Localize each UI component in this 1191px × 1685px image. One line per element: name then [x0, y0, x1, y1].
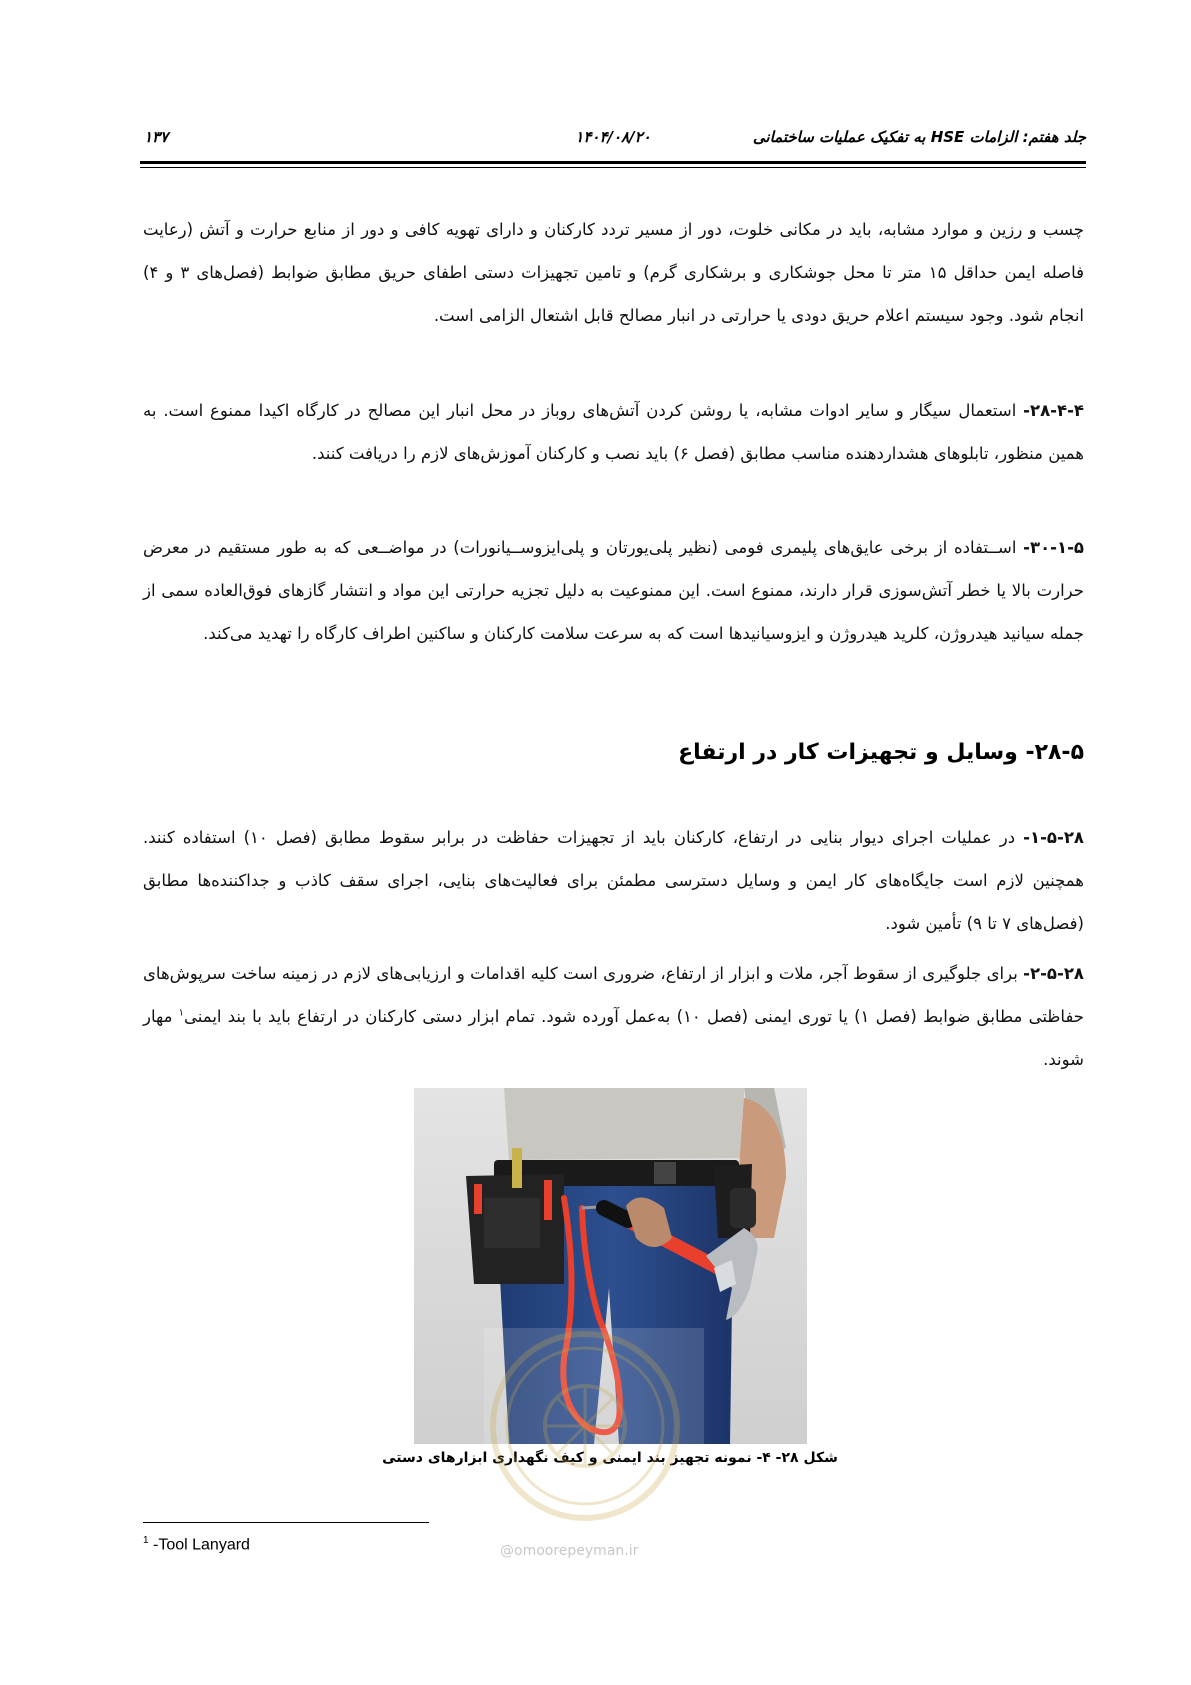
footnote-text: -Tool Lanyard — [148, 1536, 250, 1554]
paragraph-30-1-5 — [143, 526, 1084, 655]
paragraph-28-5-2 — [143, 952, 1084, 1081]
watermark-text: @omoorepeyman.ir — [500, 1543, 639, 1559]
running-header — [140, 128, 1086, 154]
header-rule-thin — [140, 167, 1086, 168]
section-number: ۳۰-۱-۵- — [1023, 538, 1084, 557]
header-title: جلد هفتم: الزامات HSE به تفکیک عملیات ساختمانی — [752, 128, 1086, 146]
header-rule-thick — [140, 161, 1086, 164]
page-number: ۱۳۷ — [144, 128, 169, 146]
paragraph-continuation — [143, 208, 1084, 337]
paragraph-28-5-1 — [143, 816, 1084, 945]
paragraph-text: چسب و رزین و موارد مشابه، باید در مکانی خلوت، دور از مسیر تردد کارکنان و دارای تهویه کافی و دور از منابع حرارت و آتش (رعایت فاصله ایمن حداقل ۱۵ متر تا محل جوشکاری و برشکاری گرم) و تامین تجهیزات دستی اطفای حریق مطابق ضوابط (فصل‌های ۳ و ۴) انجام شود. وجود سیستم اعلام حریق دودی یا حرارتی در انبار مصالح قابل اشتعال الزامی است. — [143, 220, 1084, 325]
paragraph-text: برای جلوگیری از سقوط آجر، ملات و ابزار از ارتفاع، ضروری است کلیه اقدامات و ارزیابی‌های لازم در زمینه ساخت سرپوش‌های حفاظتی مطابق ضوابط (فصل ۱) یا توری ایمنی (فصل ۱۰) به‌عمل آورده شود. تمام ابزار دستی کارکنان در ارتفاع باید با بند ایمنی — [143, 964, 1085, 1026]
section-number: ۲۸-۴-۴- — [1023, 401, 1084, 420]
paragraph-text: در عملیات اجرای دیوار بنایی در ارتفاع، کارکنان باید از تجهیزات حفاظت در برابر سقوط مطابق (فصل ۱۰) استفاده کنند. همچنین لازم است جایگاه‌های کار ایمن و وسایل دسترسی مطمئن برای فعالیت‌های بنایی، اجرای سقف کاذب و جداکننده‌ها مطابق (فصل‌های ۷ تا ۹) تأمین شود. — [143, 828, 1084, 933]
section-number: ۱-۵-۲۸- — [1023, 828, 1084, 847]
footnote — [143, 1535, 250, 1554]
section-number: ۲-۵-۲۸- — [1023, 964, 1084, 983]
footnote-rule — [143, 1522, 429, 1523]
paragraph-28-4-4 — [143, 389, 1084, 475]
header-date: ۱۴۰۴/۰۸/۲۰ — [575, 128, 651, 146]
section-heading: ۲۸-۵- وسایل و تجهیزات کار در ارتفاع — [678, 740, 1084, 765]
figure-caption: شکل ۲۸- ۴- نمونه تجهیز بند ایمنی و کیف نگهداری ابزارهای دستی — [382, 1450, 838, 1466]
footnote-marker: 1 — [143, 1535, 149, 1546]
paragraph-text-tail: مهار شوند. — [143, 1007, 1084, 1069]
paragraph-text: اســتفاده از برخی عایق‌های پلیمری فومی (نظیر پلی‌یورتان و پلی‌ایزوســیانورات) در مواضــعی که به طور مستقیم در معرض حرارت بالا یا خطر آتش‌سوزی قرار دارند، ممنوع است. این ممنوعیت به دلیل تجزیه حرارتی این مواد و انتشار گازهای فوق‌العاده سمی از جمله سیانید هیدروژن، کلرید هیدروژن و ایزوسیانیدها است که به سرعت سلامت کارکنان و ساکنین اطراف کارگاه را تهدید می‌کند. — [143, 538, 1084, 643]
paragraph-text: استعمال سیگار و سایر ادوات مشابه، یا روشن کردن آتش‌های روباز در محل انبار این مصالح در کارگاه اکیدا ممنوع است. به همین منظور، تابلوهای هشداردهنده مناسب مطابق (فصل ۶) باید نصب و کارکنان آموزش‌های لازم را دریافت کنند. — [143, 401, 1084, 463]
footnote-reference[interactable]: ۱ — [178, 1007, 185, 1019]
watermark-seal-logo — [485, 1326, 685, 1526]
